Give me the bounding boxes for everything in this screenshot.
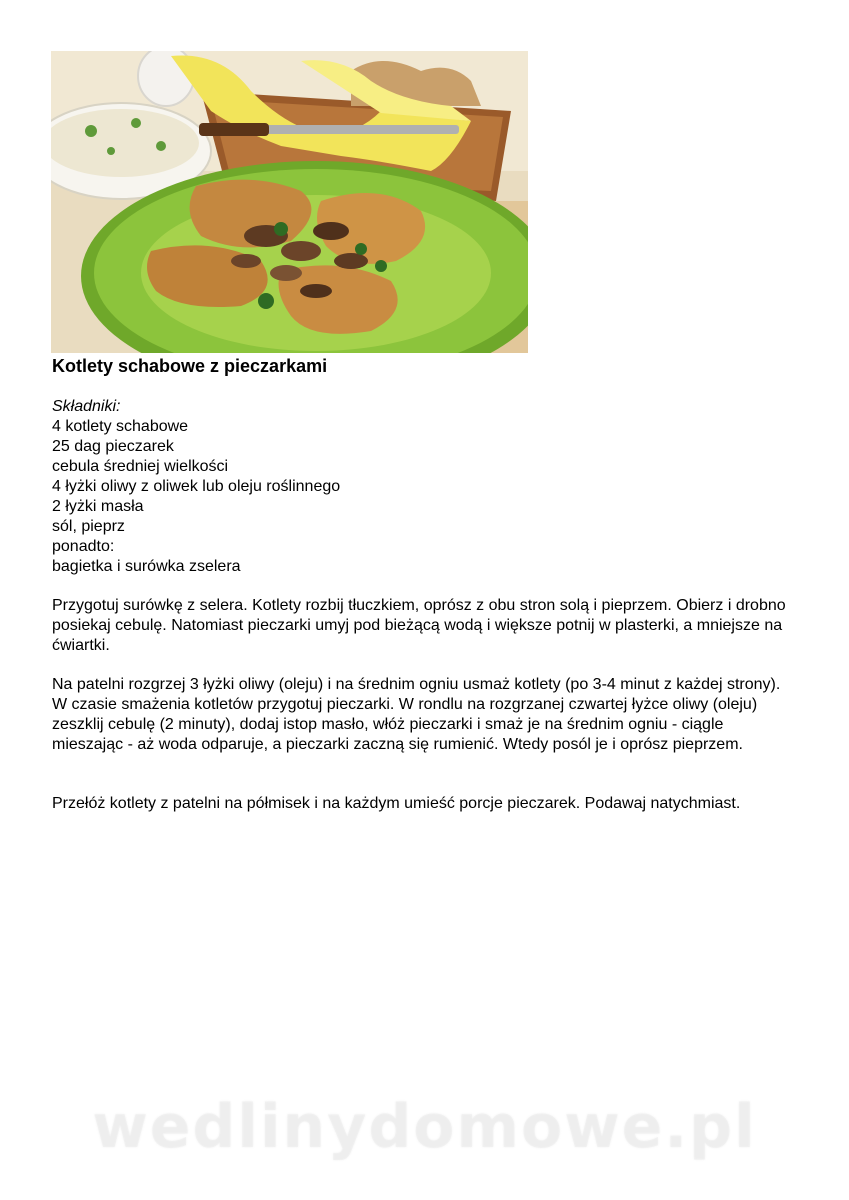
ingredients-list <box>52 397 340 577</box>
preparation-step-2: Na patelni rozgrzej 3 łyżki oliwy (oleju) i na średnim ogniu usmaż kotlety (po 3-4 minut z każdej strony). W czasie smażenia kotletów przygotuj pieczarki. W rondlu na rozgrzanej czwartej łyżce oliwy (oleju) zeszklij cebulę (2 minuty), dodaj istop masło, włóż pieczarki i smaż je na średnim ogniu - ciągle mieszając - aż woda odparuje, a pieczarki zaczną się rumienić. Wtedy posól je i oprósz pieprzem. <box>52 676 781 753</box>
site-watermark: wedlinydomowe.pl <box>92 1092 757 1162</box>
ingredient-item: cebula średniej wielkości <box>52 458 229 475</box>
ingredient-item: 4 kotlety schabowe <box>52 418 189 435</box>
ingredient-item: sól, pieprz <box>52 518 125 535</box>
recipe-photo-illustration <box>51 51 528 353</box>
recipe-title: Kotlety schabowe z pieczarkami <box>52 356 328 376</box>
recipe-photo <box>51 51 528 353</box>
ingredient-item: bagietka i surówka zselera <box>52 558 241 575</box>
ingredient-item: 4 łyżki oliwy z oliwek lub oleju roślinnego <box>52 478 341 495</box>
ingredients-label: Składniki: <box>52 398 121 415</box>
preparation-step-3: Przełóż kotlety z patelni na półmisek i na każdym umieść porcje pieczarek. Podawaj natychmiast. <box>52 795 741 812</box>
ingredient-item: 2 łyżki masła <box>52 498 144 515</box>
preparation-step-1: Przygotuj surówkę z selera. Kotlety rozbij tłuczkiem, oprósz z obu stron solą i pieprzem. Obierz i drobno posiekaj cebulę. Natomiast pieczarki umyj pod bieżącą wodą i większe potnij w plasterki, a mniejsze na ćwiartki. <box>52 597 786 654</box>
ingredient-item: 25 dag pieczarek <box>52 438 174 455</box>
ingredient-item: ponadto: <box>52 538 115 555</box>
